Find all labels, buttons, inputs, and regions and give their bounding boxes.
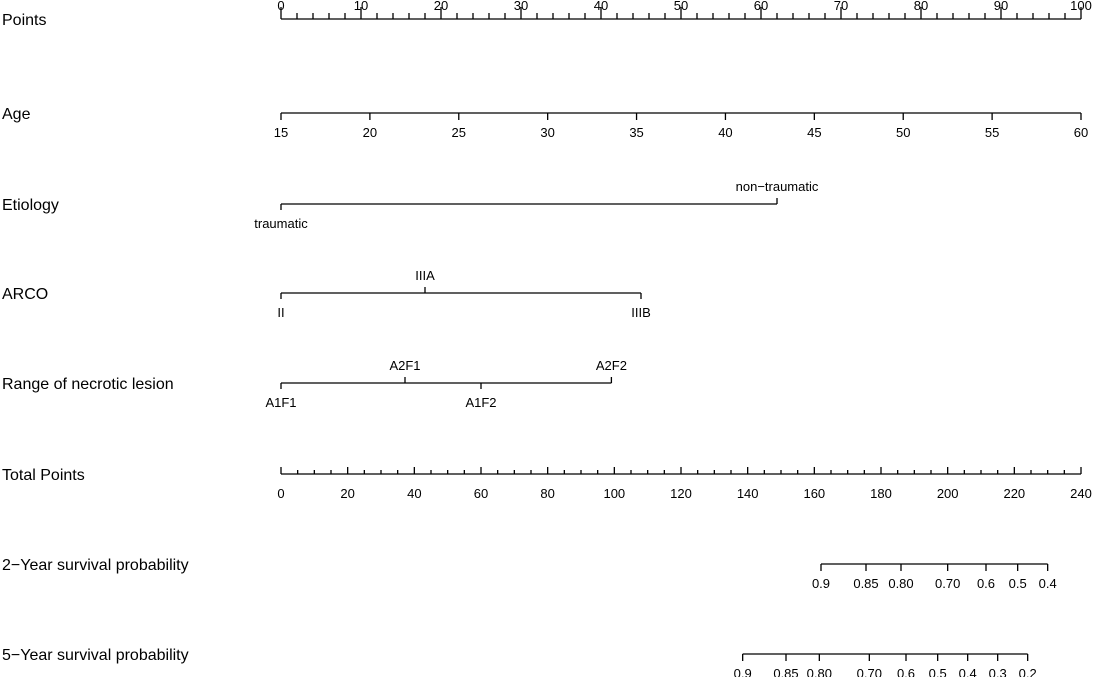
range-of-necrotic-lesion-level-label: A1F1 (265, 395, 297, 410)
row-label-5-year-survival-probability: 5−Year survival probability (2, 647, 189, 664)
points-tick-label: 30 (513, 0, 529, 13)
total-points-tick-label: 200 (936, 486, 959, 501)
points-tick-label: 40 (593, 0, 609, 13)
arco-level-label: IIIA (415, 268, 435, 283)
age-tick-label: 40 (718, 125, 733, 140)
points-tick-label: 60 (753, 0, 769, 13)
5-year-survival-probability-tick-label: 0.3 (988, 666, 1007, 677)
points-tick-label: 80 (913, 0, 929, 13)
row-label-etiology: Etiology (2, 197, 59, 214)
points-tick-label: 0 (277, 0, 285, 13)
total-points-tick-label: 40 (407, 486, 422, 501)
5-year-survival-probability-tick-label: 0.80 (806, 666, 832, 677)
2-year-survival-probability-tick-label: 0.5 (1008, 576, 1027, 591)
age-tick-label: 15 (273, 125, 289, 140)
total-points-tick-label: 60 (473, 486, 489, 501)
row-label-total-points: Total Points (2, 467, 85, 484)
age-tick-label: 30 (540, 125, 555, 140)
5-year-survival-probability-tick-label: 0.9 (733, 666, 752, 677)
points-tick-label: 90 (993, 0, 1009, 13)
2-year-survival-probability-tick-label: 0.4 (1038, 576, 1057, 591)
total-points-tick-label: 120 (670, 486, 692, 501)
age-tick-label: 60 (1073, 125, 1089, 140)
row-label-points: Points (2, 12, 47, 29)
age-tick-label: 55 (984, 125, 1000, 140)
2-year-survival-probability-tick-label: 0.85 (853, 576, 879, 591)
row-label-age: Age (2, 106, 31, 123)
total-points-tick-label: 220 (1003, 486, 1026, 501)
5-year-survival-probability-tick-label: 0.4 (958, 666, 977, 677)
age-tick-label: 35 (629, 125, 644, 140)
2-year-survival-probability-tick-label: 0.9 (811, 576, 831, 591)
points-tick-label: 100 (1070, 0, 1092, 13)
total-points-tick-label: 80 (540, 486, 555, 501)
arco-level-label: IIIB (631, 305, 651, 320)
points-tick-label: 10 (353, 0, 369, 13)
total-points-tick-label: 160 (803, 486, 826, 501)
5-year-survival-probability-tick-label: 0.70 (856, 666, 882, 677)
points-tick-label: 70 (833, 0, 849, 13)
age-tick-label: 25 (451, 125, 467, 140)
row-label-arco: ARCO (2, 286, 49, 303)
etiology-level-label: non−traumatic (735, 179, 819, 194)
5-year-survival-probability-tick-label: 0.2 (1018, 666, 1037, 677)
range-of-necrotic-lesion-level-label: A2F2 (595, 358, 627, 373)
5-year-survival-probability-tick-label: 0.6 (896, 666, 916, 677)
2-year-survival-probability-tick-label: 0.6 (976, 576, 996, 591)
arco-level-label: II (277, 305, 285, 320)
total-points-tick-label: 140 (736, 486, 759, 501)
points-tick-label: 20 (433, 0, 449, 13)
row-label-range-of-necrotic-lesion: Range of necrotic lesion (2, 376, 174, 393)
total-points-tick-label: 180 (870, 486, 892, 501)
range-of-necrotic-lesion-level-label: A2F1 (389, 358, 421, 373)
etiology-level-label: traumatic (254, 216, 308, 231)
range-of-necrotic-lesion-level-label: A1F2 (465, 395, 497, 410)
5-year-survival-probability-tick-label: 0.5 (928, 666, 947, 677)
total-points-tick-label: 0 (277, 486, 285, 501)
total-points-tick-label: 240 (1070, 486, 1092, 501)
row-label-2-year-survival-probability: 2−Year survival probability (2, 557, 189, 574)
total-points-tick-label: 20 (340, 486, 355, 501)
points-tick-label: 50 (673, 0, 689, 13)
5-year-survival-probability-tick-label: 0.85 (773, 666, 799, 677)
total-points-tick-label: 100 (603, 486, 626, 501)
age-tick-label: 20 (362, 125, 378, 140)
age-tick-label: 50 (895, 125, 911, 140)
age-tick-label: 45 (807, 125, 822, 140)
2-year-survival-probability-tick-label: 0.70 (935, 576, 961, 591)
2-year-survival-probability-tick-label: 0.80 (888, 576, 914, 591)
